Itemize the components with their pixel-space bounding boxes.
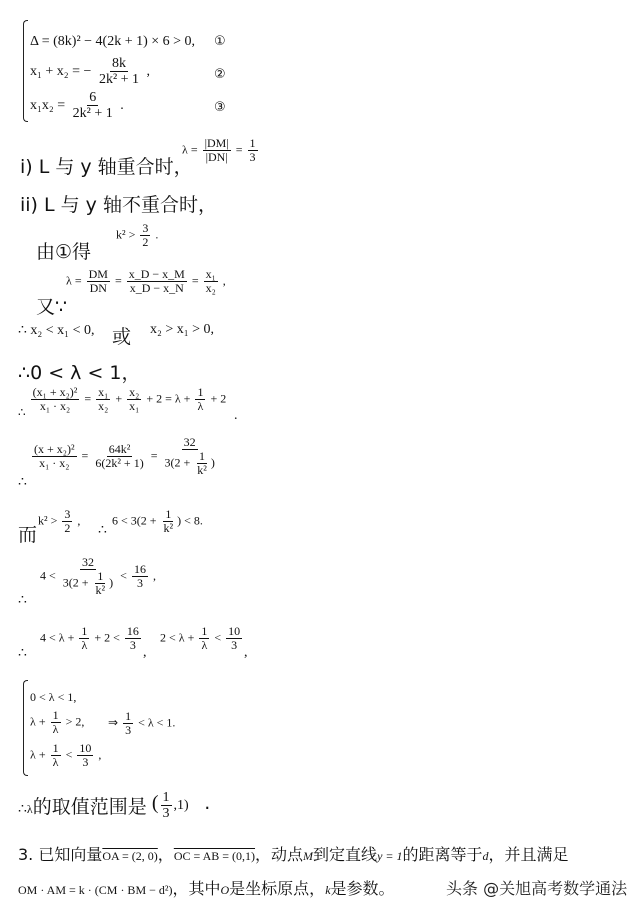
res-num: 1	[125, 709, 132, 723]
x1: x₁	[205, 267, 216, 281]
c-num: 1	[197, 385, 204, 399]
p3-param: 是参数。	[330, 879, 395, 898]
eq2: =	[150, 448, 158, 463]
k2-gt: k² >	[38, 513, 58, 528]
three-halves	[140, 222, 150, 249]
p3-sep: ，	[157, 845, 174, 864]
p3-origin: 是坐标原点，	[229, 879, 326, 898]
lambda-comma: ,	[143, 645, 147, 660]
a-num: x₁	[98, 385, 109, 399]
sum-tail: ,	[146, 64, 151, 80]
p3-y1: y = 1	[377, 849, 403, 863]
e1-r-num: 16	[126, 624, 139, 638]
calc-therefore: ∴	[18, 475, 27, 490]
mark-2: ②	[214, 67, 226, 82]
eq1: =	[81, 448, 89, 463]
b-num: x₂	[129, 385, 140, 399]
bound-den-pre: 3(2 +	[62, 575, 89, 590]
coord-diff	[127, 268, 187, 295]
res-frac	[123, 710, 133, 737]
p3-intro: 3. 已知向量	[18, 845, 103, 864]
and-den: 2	[64, 521, 71, 536]
e2-num: 1	[201, 624, 208, 638]
mark-1: ①	[214, 34, 226, 49]
c-den: λ	[197, 399, 204, 414]
system1-line3	[30, 90, 124, 122]
e1-pre: 4 < λ +	[40, 630, 75, 645]
den-post: )	[210, 455, 215, 470]
calc-mid-den: 6(2k² + 1)	[95, 456, 144, 471]
calc-mid-num: 64k²	[108, 442, 131, 457]
l3-r-den: 3	[82, 755, 89, 770]
sys2-result	[108, 710, 175, 737]
bound-num: 32	[81, 555, 94, 569]
sum-tail: .	[234, 408, 238, 423]
conc-tail: .	[204, 792, 211, 815]
bound-ineq	[40, 556, 156, 598]
two-den: 2	[142, 235, 149, 250]
conclusion	[18, 790, 210, 822]
system1-line2	[30, 56, 150, 88]
calc-lhs-den: x₁ · x₂	[39, 456, 70, 471]
conc-lambda: λ	[26, 802, 33, 817]
p3-expr: OM · AM = k · (CM · BM − d²)	[18, 883, 173, 897]
l2-den: λ	[52, 722, 59, 737]
and-text: 而	[18, 524, 38, 546]
a-den: x₂	[98, 399, 109, 414]
dm-dn-fraction	[203, 137, 231, 164]
and-k2	[38, 508, 80, 535]
product-fraction	[71, 90, 115, 122]
e2-mid: <	[214, 630, 222, 645]
calc-mid	[93, 443, 145, 470]
res-den: 3	[125, 723, 132, 738]
ineq-num: 1	[165, 507, 172, 521]
e2-r-num: 10	[228, 624, 241, 638]
product-tail: .	[120, 98, 124, 114]
conc-num: 1	[162, 790, 170, 805]
conc-open: (	[151, 792, 159, 815]
inner-frac	[195, 450, 209, 477]
square-over-product	[31, 386, 80, 413]
x1x2: x₁ · x₂	[39, 399, 71, 414]
dm: DM	[88, 267, 108, 281]
range-text: ∴0 < λ < 1，	[18, 362, 141, 384]
x1-x2	[204, 268, 218, 295]
case-i-lambda	[182, 137, 260, 164]
watermark: 头条 @关旭高考数学通法	[446, 879, 628, 898]
e2-frac	[199, 625, 209, 652]
comma: ,	[222, 273, 226, 288]
and-comma: ,	[77, 513, 81, 528]
e2-den: λ	[201, 638, 208, 653]
and-therefore: ∴	[98, 523, 107, 538]
x2: x₂	[205, 281, 216, 296]
ineq-pre: 6 < 3(2 +	[112, 513, 157, 528]
e1-mid: + 2 <	[94, 630, 120, 645]
also-text: 又∵	[36, 296, 68, 318]
p3-M: M	[303, 849, 314, 863]
three: 3	[249, 150, 256, 165]
calc-identity	[30, 436, 219, 478]
system-brace-1	[23, 20, 28, 122]
gt: >	[128, 227, 136, 242]
calc-rhs-den	[162, 450, 216, 477]
product-den: 2k² + 1	[72, 106, 113, 122]
dn-abs: |DN|	[205, 150, 228, 165]
three-num: 3	[142, 221, 149, 235]
equals: =	[235, 142, 243, 157]
l2-pre: λ +	[30, 714, 46, 729]
l2-post: > 2,	[65, 714, 85, 729]
inner-num: 1	[199, 449, 206, 464]
b-frac	[127, 386, 141, 413]
lambda-ineq-1	[40, 625, 143, 652]
case-ii-text: ii) L 与 y 轴不重合时，	[20, 194, 217, 216]
p3-d-text: 的距离等于	[402, 845, 483, 864]
calc-lhs	[32, 443, 77, 470]
p3-c: 到定直线	[313, 845, 378, 864]
l3-r-num: 10	[79, 741, 92, 755]
bound-inner	[94, 570, 108, 597]
l3-pre: λ +	[30, 747, 46, 762]
ineq-frac	[162, 508, 176, 535]
sys2-line3	[30, 742, 101, 769]
xd-xm: x_D − x_M	[128, 267, 185, 281]
conc-close: ,1)	[173, 798, 189, 814]
p3-b: ，动点	[255, 845, 304, 864]
l3-post: <	[65, 747, 73, 762]
den-pre: 3(2 +	[164, 455, 191, 470]
sum-lhs: x₁ + x₂ = −	[30, 64, 92, 80]
k-squared-ineq	[116, 222, 158, 249]
bound-inner-den: k²	[95, 583, 106, 598]
sys2-line1: 0 < λ < 1,	[30, 690, 77, 704]
dn: DN	[89, 281, 107, 296]
product-lhs: x₁x₂ =	[30, 98, 66, 114]
inner-den: k²	[197, 463, 207, 478]
e1-frac	[79, 625, 89, 652]
eq: =	[84, 391, 92, 406]
xd-xn: x_D − x_N	[129, 281, 184, 296]
bound-frac	[61, 556, 115, 598]
l2-num: 1	[52, 708, 59, 722]
conc-den: 3	[162, 806, 170, 822]
b-den: x₁	[129, 399, 140, 414]
c-frac	[195, 386, 205, 413]
l3-tail: ,	[98, 747, 102, 762]
dm-dn	[87, 268, 110, 295]
and-ineq	[112, 508, 203, 535]
period: .	[155, 227, 159, 242]
bound-r-num: 16	[133, 562, 146, 577]
calc-rhs	[162, 436, 216, 478]
p3-O: O	[220, 883, 230, 897]
since-post: x₂ > x₁ > 0,	[150, 322, 215, 337]
p3-d: d	[482, 849, 489, 863]
p3-where: ，其中	[172, 879, 221, 898]
l3-r	[77, 742, 93, 769]
e1-r-den: 3	[129, 638, 136, 653]
p3-oc: OC = AB = (0,1)	[173, 849, 256, 863]
ineq-post: ) < 8.	[177, 513, 203, 528]
rest2: + 2	[210, 391, 227, 406]
bound-therefore: ∴	[18, 593, 27, 608]
and-num: 3	[64, 507, 71, 521]
p3-k: k	[325, 883, 331, 897]
e1-den: λ	[81, 638, 88, 653]
discriminant-expression: Δ = (8k)² − 4(2k + 1) × 6 > 0,	[30, 34, 196, 49]
bound-r	[132, 563, 148, 590]
sum-den: 2k² + 1	[98, 72, 140, 88]
conc-frac	[161, 790, 172, 822]
bound-mid: <	[120, 568, 127, 583]
e2-pre: 2 < λ +	[160, 630, 195, 645]
one: 1	[249, 136, 256, 150]
case-i-text: i) L 与 y 轴重合时，	[20, 156, 193, 178]
sum-num: 8k	[112, 56, 126, 71]
res-post: < λ < 1.	[138, 715, 176, 730]
from-1-text: 由①得	[36, 241, 92, 263]
lambda-eq: λ =	[66, 273, 82, 288]
since-pre: ∴ x₂ < x₁ < 0,	[18, 323, 95, 338]
calc-rhs-num: 32	[183, 435, 196, 449]
conc-therefore: ∴	[18, 802, 27, 818]
implies: ⇒	[108, 715, 119, 730]
a-frac	[96, 386, 110, 413]
p3-e: ，并且满足	[488, 845, 569, 864]
mark-3: ③	[214, 100, 226, 115]
dm-abs: |DM|	[204, 136, 229, 150]
one-third	[248, 137, 258, 164]
bound-tail: ,	[152, 568, 156, 583]
lambda-ratio-chain: λ = $\frac{DM}{DN}$ = $\frac{x\_D - x\_M}{x\_D - x\_N}$ = $\frac{\text{x₁}}{\text{x₂}}$ ,	[66, 267, 226, 296]
lambda-therefore: ∴	[18, 646, 27, 661]
k-squared: k²	[116, 227, 126, 242]
ineq-den: k²	[163, 521, 174, 536]
conc-interval	[151, 790, 192, 822]
e2-r-den: 3	[231, 638, 238, 653]
sum-identity	[18, 386, 226, 420]
bound-left: 4 <	[40, 568, 56, 583]
problem3-line2	[18, 876, 395, 899]
l3-num: 1	[52, 741, 59, 755]
therefore: ∴	[18, 405, 26, 420]
bound-den	[61, 570, 115, 597]
bound-r-den: 3	[136, 576, 143, 591]
or-text: 或	[112, 326, 132, 348]
lambda-ineq-2	[160, 625, 244, 652]
l2-frac	[51, 709, 61, 736]
and-three-halves	[62, 508, 72, 535]
problem3-line1	[18, 842, 569, 865]
sys2-line2	[30, 709, 84, 736]
system1-line1	[30, 34, 195, 50]
conc-text: 的取值范围是	[32, 796, 147, 819]
l3-frac	[51, 742, 61, 769]
system-brace-2	[23, 680, 28, 776]
p3-oa: OA = (2, 0)	[102, 849, 158, 863]
product-num: 6	[89, 90, 97, 105]
e2-r	[226, 625, 242, 652]
bound-den-post: )	[109, 575, 114, 590]
bound-inner-num: 1	[97, 569, 104, 584]
calc-lhs-num: (x + x₂)²	[34, 442, 75, 457]
plus: +	[115, 391, 123, 406]
rest: + 2 = λ +	[146, 391, 191, 406]
e1-num: 1	[81, 624, 88, 638]
lambda-tail: ,	[244, 645, 248, 660]
l3-den: λ	[52, 755, 59, 770]
sum-fraction	[97, 56, 141, 88]
sum-squared: (x₁ + x₂)²	[32, 385, 78, 399]
lambda-lhs: λ =	[182, 142, 198, 157]
e1-r	[125, 625, 141, 652]
